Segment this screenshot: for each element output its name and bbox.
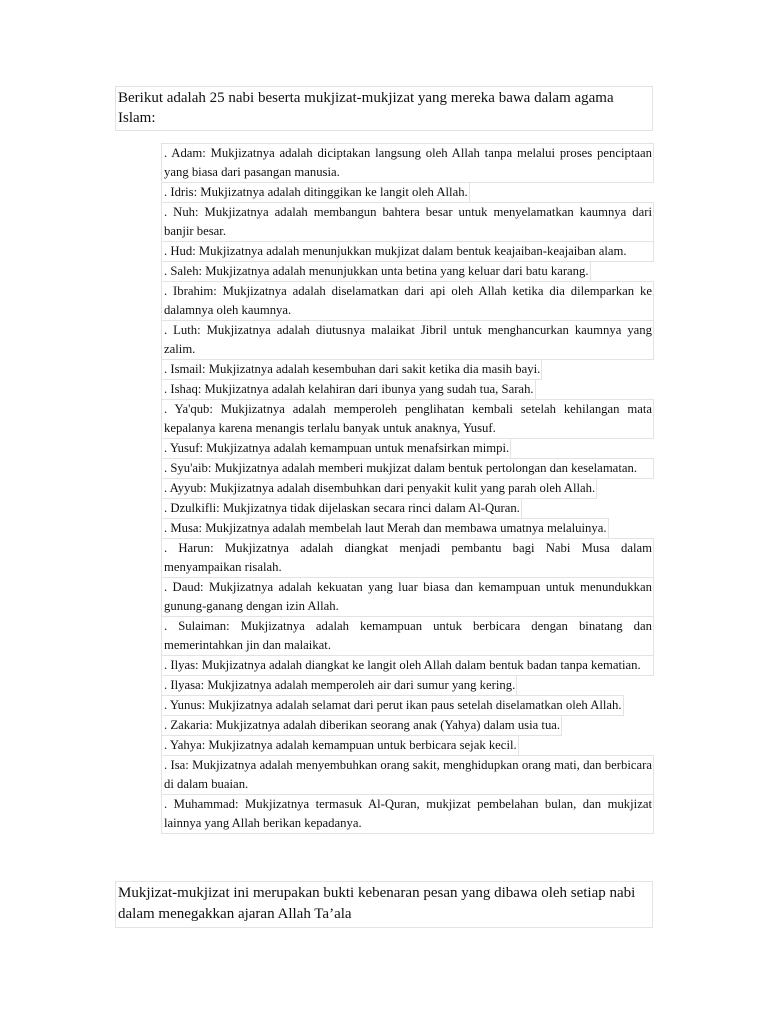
list-item-daud: . Daud: Mukjizatnya adalah kekuatan yang luar biasa dan kemampuan untuk menundukkan gunung-ganang dengan izin Allah. xyxy=(161,577,654,617)
closing-paragraph: Mukjizat-mukjizat ini merupakan bukti kebenaran pesan yang dibawa oleh setiap nabi dalam menegakkan ajaran Allah Ta’ala xyxy=(115,881,653,928)
list-item-ishaq: . Ishaq: Mukjizatnya adalah kelahiran dari ibunya yang sudah tua, Sarah. xyxy=(161,379,536,400)
prophet-list xyxy=(161,143,654,833)
list-item-idris: . Idris: Mukjizatnya adalah ditinggikan ke langit oleh Allah. xyxy=(161,182,470,203)
list-item-hud: . Hud: Mukjizatnya adalah menunjukkan mukjizat dalam bentuk keajaiban-keajaiban alam. xyxy=(161,241,654,262)
list-item-yusuf: . Yusuf: Mukjizatnya adalah kemampuan untuk menafsirkan mimpi. xyxy=(161,438,511,459)
list-item-ilyas: . Ilyas: Mukjizatnya adalah diangkat ke langit oleh Allah dalam bentuk badan tanpa kematian. xyxy=(161,655,654,676)
list-item-muhammad: . Muhammad: Mukjizatnya termasuk Al-Quran, mukjizat pembelahan bulan, dan mukjizat lainnya yang Allah berikan kepadanya. xyxy=(161,794,654,834)
list-item-isa: . Isa: Mukjizatnya adalah menyembuhkan orang sakit, menghidupkan orang mati, dan berbicara di dalam buaian. xyxy=(161,755,654,795)
list-item-luth: . Luth: Mukjizatnya adalah diutusnya malaikat Jibril untuk menghancurkan kaumnya yang zalim. xyxy=(161,320,654,360)
list-item-ibrahim: . Ibrahim: Mukjizatnya adalah diselamatkan dari api oleh Allah ketika dia dilemparkan ke dalamnya oleh kaumnya. xyxy=(161,281,654,321)
list-item-musa: . Musa: Mukjizatnya adalah membelah laut Merah dan membawa umatnya melaluinya. xyxy=(161,518,609,539)
list-item-yahya: . Yahya: Mukjizatnya adalah kemampuan untuk berbicara sejak kecil. xyxy=(161,735,519,756)
intro-paragraph: Berikut adalah 25 nabi beserta mukjizat-mukjizat yang mereka bawa dalam agama Islam: xyxy=(115,86,653,131)
list-item-ayyub: . Ayyub: Mukjizatnya adalah disembuhkan dari penyakit kulit yang parah oleh Allah. xyxy=(161,478,597,499)
list-item-syuaib: . Syu'aib: Mukjizatnya adalah memberi mukjizat dalam bentuk pertolongan dan keselamatan. xyxy=(161,458,654,479)
list-item-nuh: . Nuh: Mukjizatnya adalah membangun bahtera besar untuk menyelamatkan kaumnya dari banjir besar. xyxy=(161,202,654,242)
list-item-yunus: . Yunus: Mukjizatnya adalah selamat dari perut ikan paus setelah diselamatkan oleh Allah. xyxy=(161,695,624,716)
list-item-saleh: . Saleh: Mukjizatnya adalah menunjukkan unta betina yang keluar dari batu karang. xyxy=(161,261,591,282)
list-item-yaqub: . Ya'qub: Mukjizatnya adalah memperoleh penglihatan kembali setelah kehilangan mata kepalanya karena menangis terlalu banyak untuk anaknya, Yusuf. xyxy=(161,399,654,439)
list-item-ilyasa: . Ilyasa: Mukjizatnya adalah memperoleh air dari sumur yang kering. xyxy=(161,675,517,696)
list-item-dzulkifli: . Dzulkifli: Mukjizatnya tidak dijelaskan secara rinci dalam Al-Quran. xyxy=(161,498,522,519)
list-item-zakaria: . Zakaria: Mukjizatnya adalah diberikan seorang anak (Yahya) dalam usia tua. xyxy=(161,715,562,736)
list-item-harun: . Harun: Mukjizatnya adalah diangkat menjadi pembantu bagi Nabi Musa dalam menyampaikan risalah. xyxy=(161,538,654,578)
list-item-adam: . Adam: Mukjizatnya adalah diciptakan langsung oleh Allah tanpa melalui proses penciptaan yang biasa dari pasangan manusia. xyxy=(161,143,654,183)
list-item-ismail: . Ismail: Mukjizatnya adalah kesembuhan dari sakit ketika dia masih bayi. xyxy=(161,359,542,380)
list-item-sulaiman: . Sulaiman: Mukjizatnya adalah kemampuan untuk berbicara dengan binatang dan memerintahkan jin dan malaikat. xyxy=(161,616,654,656)
